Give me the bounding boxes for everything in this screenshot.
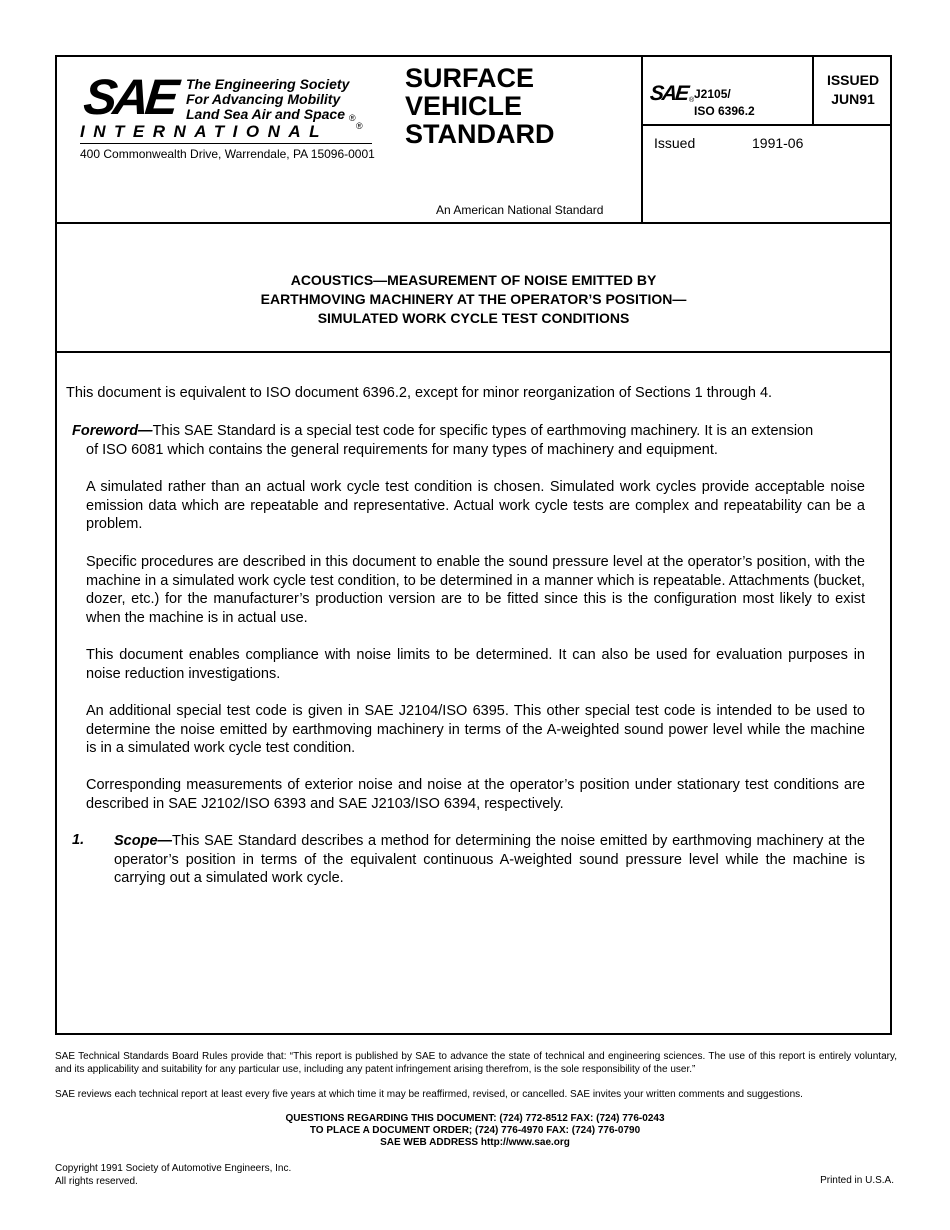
paragraph-compliance: This document enables compliance with noise limits to be determined. It can also be used for evaluation purposes in noise reduction investigations. <box>86 647 865 682</box>
issue-status <box>815 71 891 109</box>
status-divider <box>812 55 814 126</box>
scope-section-number: 1. <box>72 832 85 848</box>
paragraph-procedures: Specific procedures are described in this document to enable the sound pressure level at the operator’s position, with the machine in a simulated work cycle test condition, to be determined in a manner which is repeatable. Attachments (bucket, dozer, etc.) for the manufacturer’s production version are to be fitted since this is the configuration most likely to exist when the machine is in actual use. <box>86 554 865 626</box>
issued-label: Issued <box>654 135 696 151</box>
document-title-line-3: SIMULATED WORK CYCLE TEST CONDITIONS <box>317 310 630 326</box>
header-right-divider <box>641 55 643 223</box>
category-title-line-3: STANDARD <box>405 119 555 149</box>
logo-tagline-1: The Engineering Society <box>186 76 350 92</box>
footer-web-address: SAE WEB ADDRESS http://www.sae.org <box>380 1137 570 1148</box>
logo-international: INTERNATIONAL <box>80 122 329 141</box>
foreword-paragraph <box>72 422 865 459</box>
header-divider <box>55 222 892 224</box>
category-title-line-1: SURFACE <box>405 63 535 93</box>
paragraph-corresponding: Corresponding measurements of exterior noise and noise at the operator’s position under stationary test conditions are described in SAE J2102/ISO 6393 and SAE J2103/ISO 6394, respectively. <box>86 777 865 812</box>
footer-review-note: SAE reviews each technical report at least every five years at which time it may be reaffirmed, revised, or cancelled. SAE invites your written comments and suggestions. <box>55 1089 803 1100</box>
title-divider <box>55 351 892 353</box>
document-title-line-1: ACOUSTICS—MEASUREMENT OF NOISE EMITTED BY <box>290 272 657 288</box>
american-national-standard: An American National Standard <box>436 203 604 217</box>
sae-address: 400 Commonwealth Drive, Warrendale, PA 15096-0001 <box>80 147 375 161</box>
footer-copyright <box>55 1162 291 1188</box>
issue-status-line-1: ISSUED <box>826 72 880 88</box>
footer-board-rules: SAE Technical Standards Board Rules provide that: “This report is published by SAE to advance the state of technical and engineering sciences. The use of this report is entirely voluntary, and its applicability and suitability for any particular use, including any patent infringement arising therefrom, is the sole responsibility of the user.” <box>55 1051 897 1075</box>
footer-order: TO PLACE A DOCUMENT ORDER; (724) 776-4970 FAX: (724) 776-0790 <box>309 1125 641 1136</box>
document-title-line-2: EARTHMOVING MACHINERY AT THE OPERATOR’S POSITION— <box>260 291 687 307</box>
intro-paragraph: This document is equivalent to ISO document 6396.2, except for minor reorganization of Sections 1 through 4. <box>66 385 773 401</box>
foreword-line-2: of ISO 6081 which contains the general requirements for many types of machinery and equipment. <box>86 441 718 458</box>
paragraph-additional-code: An additional special test code is given in SAE J2104/ISO 6395. This other special test code is intended to be used to determine the noise emitted by earthmoving machinery in terms of the A-weighted sound power level while the machine is in a simulated work cycle test condition. <box>86 703 865 757</box>
printed-in: Printed in U.S.A. <box>820 1175 894 1186</box>
logo-intl-registered-mark: ® <box>356 121 363 131</box>
logo-underline <box>80 143 372 144</box>
copyright-line: Copyright 1991 Society of Automotive Engineers, Inc. <box>55 1163 292 1174</box>
issue-status-line-2: JUN91 <box>831 91 875 107</box>
logo-registered-mark: ® <box>349 113 356 123</box>
foreword-heading: Foreword— <box>72 423 153 439</box>
sae-logo: SAE <box>81 69 178 125</box>
category-title <box>405 64 555 148</box>
page-frame <box>55 55 892 1035</box>
footer-questions: QUESTIONS REGARDING THIS DOCUMENT: (724) 772-8512 FAX: (724) 776-0243 <box>285 1113 665 1124</box>
logo-tagline-2: For Advancing Mobility <box>186 91 341 107</box>
iso-number: ISO 6396.2 <box>694 104 755 118</box>
scope-paragraph <box>114 832 865 888</box>
scope-text: This SAE Standard describes a method for determining the noise emitted by earthmoving machinery at the operator’s position in terms of the equivalent continuous A-weighted sound pressure level while the machine is carrying out a simulated work cycle. <box>114 833 865 887</box>
paragraph-simulated-cycle: A simulated rather than an actual work cycle test condition is chosen. Simulated work cycles provide acceptable noise emission data which are repeatable and representative. Actual work cycle tests are complex and repeatability can be a problem. <box>86 479 865 533</box>
sae-mini-logo: SAE <box>648 82 689 105</box>
logo-tagline-3: Land Sea Air and Space <box>186 106 345 122</box>
document-number: J2105/ <box>694 87 731 101</box>
issued-date: 1991-06 <box>752 135 804 151</box>
category-title-line-2: VEHICLE <box>405 91 523 121</box>
rights-line: All rights reserved. <box>55 1176 138 1187</box>
scope-heading: Scope— <box>114 833 173 849</box>
foreword-line-1: This SAE Standard is a special test code for specific types of earthmoving machinery. It is an extension <box>152 423 814 439</box>
doc-number-divider <box>641 124 892 126</box>
document-title <box>57 271 890 328</box>
mini-logo-registered-mark: ® <box>689 97 695 104</box>
